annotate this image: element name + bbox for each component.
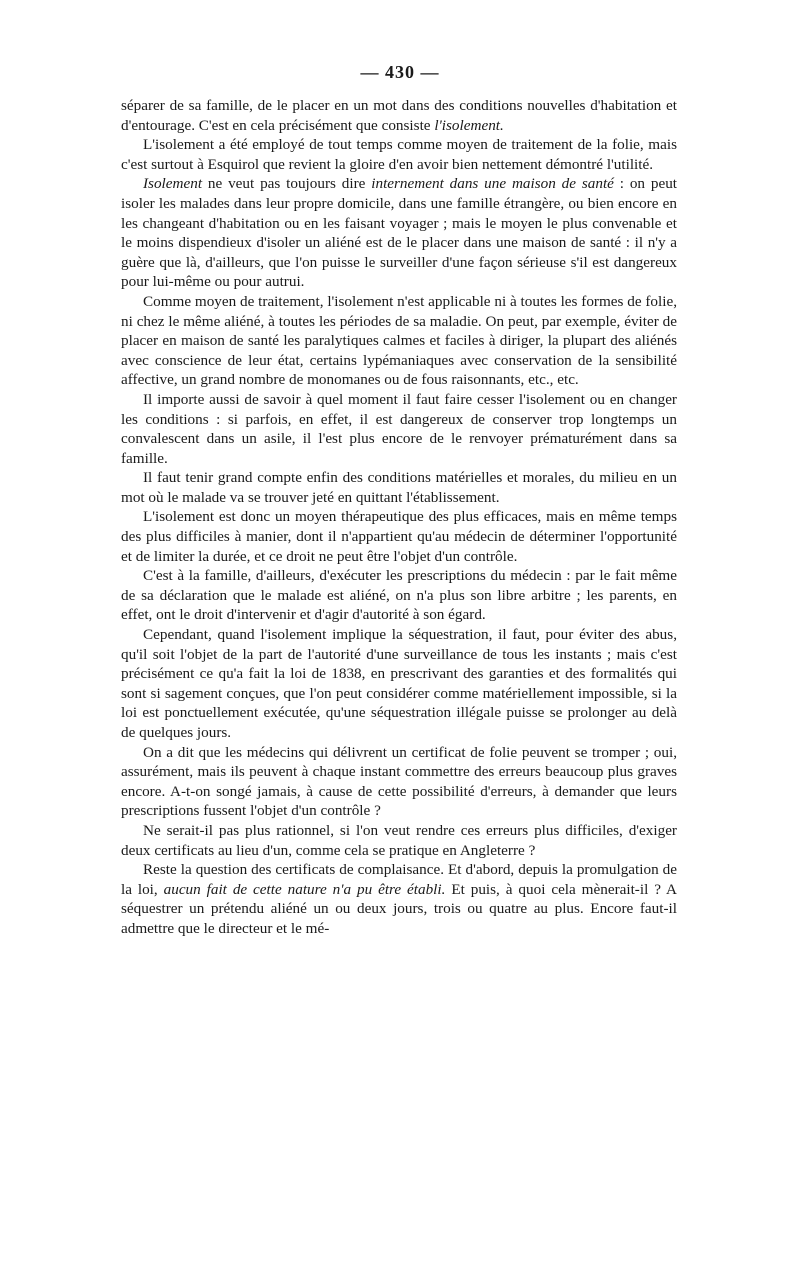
text-run: Cependant, quand l'isolement implique la séquestration, il faut, pour éviter des abus, qu'il soit l'objet de la part de l'autorité d'une surveillance de tous les instants ; mais c'est précisément ce qu'a fait la loi de 1838, en prescrivant des garanties et des formalités qui sont si sagement conçues, que l'on peut considérer comme matériellement impossible, si la loi est ponctuellement exécutée, qu'une séquestration illégale puisse se prolonger au delà de quelques jours. bbox=[121, 626, 677, 741]
text-run: L'isolement est donc un moyen thérapeutique des plus efficaces, mais en même temps des plus difficiles à manier, dont il n'appartient qu'au médecin de déterminer l'opportunité et de limiter la durée, et ce droit ne peut être l'objet d'un contrôle. bbox=[121, 508, 677, 565]
italic-text: aucun fait de cette nature n'a pu être établi. bbox=[163, 880, 446, 898]
paragraph bbox=[121, 743, 677, 821]
text-run: Ne serait-il pas plus rationnel, si l'on veut rendre ces erreurs plus difficiles, d'exiger deux certificats au lieu d'un, comme cela se pratique en Angleterre ? bbox=[121, 821, 677, 859]
paragraph bbox=[121, 507, 677, 566]
text-run: Il faut tenir grand compte enfin des conditions matérielles et morales, du milieu en un mot où le malade va se trouver jeté en quittant l'établissement. bbox=[121, 469, 677, 506]
text-run: : on peut isoler les malades dans leur propre domicile, dans une famille étrangère, ou bien encore en les changeant d'habitation ou en les faisant voyager ; mais le moyen le plus convenable et le moins dispendieux d'isoler un aliéné est de le placer dans une maison de santé : il n'y a guère que là, d'ailleurs, que l'on puisse le surveiller d'une façon sérieuse s'il est dangereux pour lui-même ou pour autrui. bbox=[121, 175, 678, 291]
text-run: L'isolement a été employé de tout temps comme moyen de traitement de la folie, mais c'est surtout à Esquirol que revient la gloire d'en avoir bien nettement démontré l'utilité. bbox=[121, 136, 677, 173]
text-run: On a dit que les médecins qui délivrent un certificat de folie peuvent se tromper ; oui, assurément, mais ils peuvent à chaque instant commettre des erreurs beaucoup plus graves encore. A-t-on songé jamais, à cause de cette possibilité d'erreurs, à demander que leurs prescriptions fussent l'objet d'un contrôle ? bbox=[121, 743, 677, 820]
paragraph bbox=[121, 292, 677, 390]
text-run: Comme moyen de traitement, l'isolement n'est applicable ni à toutes les formes de folie, ni chez le même aliéné, à toutes les périodes de sa maladie. On peut, par exemple, éviter de placer en maison de santé les paralytiques calmes et faciles à diriger, la plupart des aliénés avec conscience de leur état, certains lypémaniaques avec conservation de la sensibilité affective, un grand nombre de monomanes ou de fous raisonnants, etc., etc. bbox=[121, 292, 677, 389]
paragraph bbox=[121, 468, 677, 507]
body-text bbox=[121, 96, 677, 939]
paragraph bbox=[121, 625, 677, 743]
text-run: Et puis, à quoi cela mènerait-il ? A séquestrer un prétendu aliéné un ou deux jours, trois ou quatre au plus. Encore faut-il admettre que le directeur et le mé- bbox=[121, 880, 677, 937]
paragraph bbox=[121, 860, 677, 938]
paragraph bbox=[121, 566, 677, 625]
paragraph bbox=[121, 390, 677, 468]
text-run: ne veut pas toujours dire bbox=[202, 175, 372, 193]
text-run: Reste la question des certificats de complaisance. Et d'abord, depuis la promulgation de la loi, bbox=[121, 861, 677, 898]
text-run: C'est à la famille, d'ailleurs, d'exécuter les prescriptions du médecin : par le fait même de sa déclaration que le malade est aliéné, on n'a plus son libre arbitre ; les parents, en effet, ont le droit d'intervenir et d'agir d'autorité à son égard. bbox=[121, 567, 677, 624]
paragraph bbox=[121, 174, 677, 292]
italic-text: internement dans une maison de santé bbox=[371, 175, 614, 193]
italic-text: l'isolement. bbox=[434, 116, 504, 134]
text-run: Il importe aussi de savoir à quel moment il faut faire cesser l'isolement ou en changer les conditions : si parfois, en effet, il est dangereux de conserver trop longtemps un convalescent dans un asile, il l'est plus encore de le renvoyer prématurément dans sa famille. bbox=[121, 390, 677, 467]
paragraph bbox=[121, 821, 677, 860]
text-run: séparer de sa famille, de le placer en un mot dans des conditions nouvelles d'habitation et d'entourage. C'est en cela précisément que consiste bbox=[121, 97, 677, 134]
italic-text: Isolement bbox=[143, 175, 203, 193]
paragraph bbox=[121, 135, 677, 174]
page-number: — 430 — bbox=[360, 62, 440, 82]
paragraph bbox=[121, 96, 677, 135]
